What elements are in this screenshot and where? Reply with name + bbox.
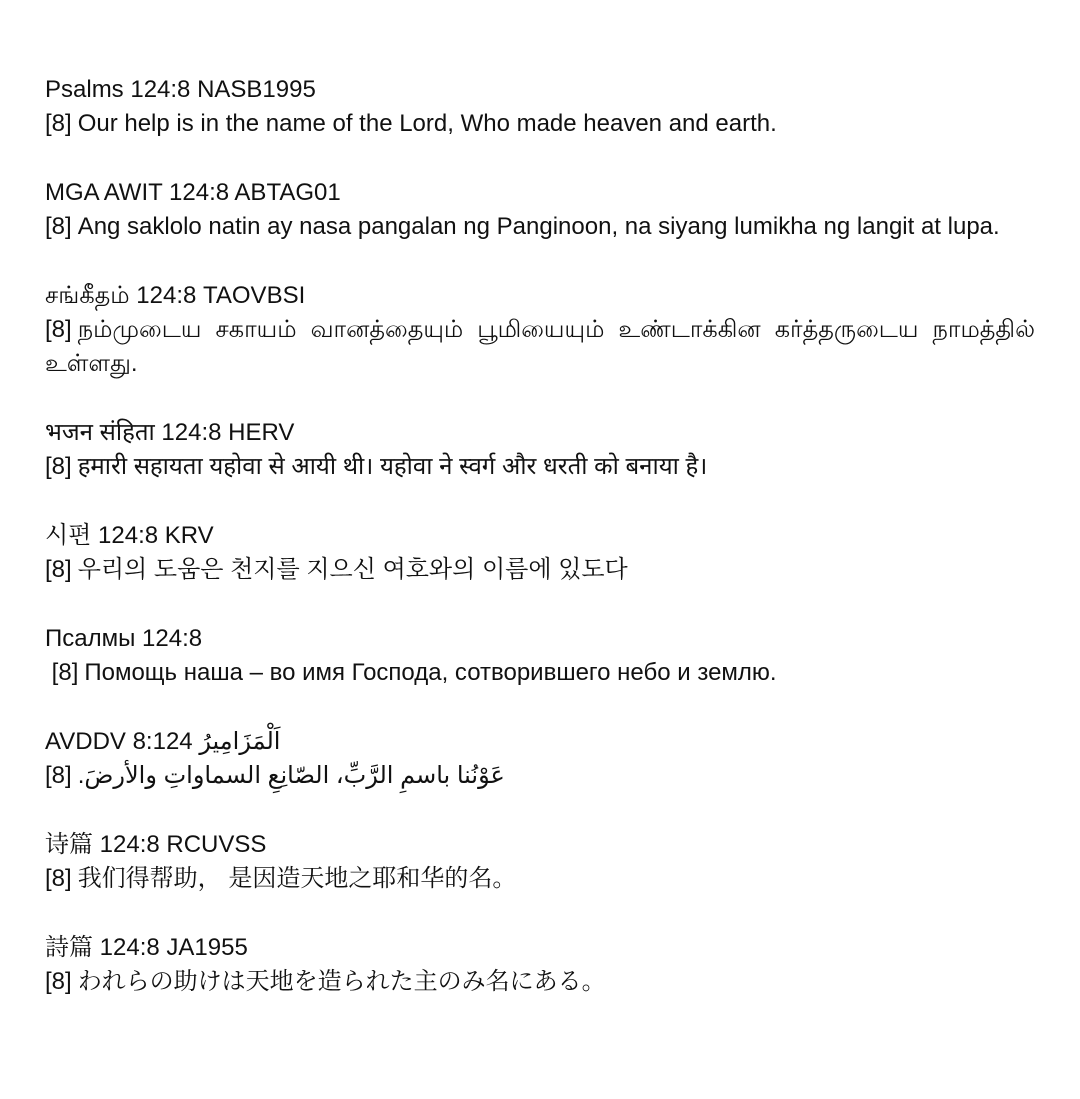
verse-reference — [45, 725, 1035, 759]
verse-entry-herv — [45, 416, 1035, 484]
verse-text: われらの助けは天地を造られた主のみ名にある。 — [77, 968, 606, 995]
verse-reference-prefix: AVDDV 8:124 — [45, 728, 193, 755]
verse-text-line — [45, 965, 1035, 999]
verse-text: Помощь наша – во имя Господа, сотворившего небо и землю. — [84, 659, 777, 686]
verse-number: [8] — [45, 453, 72, 480]
verse-document — [45, 73, 1035, 1034]
verse-reference: 诗篇 124:8 RCUVSS — [45, 831, 267, 858]
verse-entry-krv — [45, 519, 1035, 587]
verse-entry-russian — [45, 622, 1035, 690]
verse-entry-ja1955 — [45, 931, 1035, 999]
verse-reference: Psalms 124:8 NASB1995 — [45, 76, 316, 103]
verse-text: Our help is in the name of the Lord, Who made heaven and earth. — [77, 110, 777, 137]
verse-reference: भजन संहिता 124:8 HERV — [45, 419, 295, 446]
verse-number: [8] — [45, 762, 72, 789]
verse-text: عَوْنُنا باسمِ الرَّبِّ، الصّانِعِ السماواتِ والأرضَ. — [77, 762, 505, 789]
verse-number: [8] — [51, 659, 79, 686]
verse-reference: MGA AWIT 124:8 ABTAG01 — [45, 179, 341, 206]
verse-text: 우리의 도움은 천지를 지으신 여호와의 이름에 있도다 — [77, 556, 628, 583]
verse-entry-abtag — [45, 176, 1035, 244]
verse-entry-avddv — [45, 725, 1035, 793]
verse-number: [8] — [45, 968, 72, 995]
verse-reference: சங்கீதம் 124:8 TAOVBSI — [45, 282, 306, 309]
verse-text-line — [45, 107, 1035, 141]
verse-reference-arabic: اَلْمَزَامِيرُ — [199, 728, 281, 755]
verse-number: [8] — [45, 110, 72, 137]
verse-text: 我们得帮助， 是因造天地之耶和华的名。 — [77, 865, 517, 892]
verse-entry-taovbsi — [45, 279, 1035, 381]
verse-entry-rcuvss — [45, 828, 1035, 896]
verse-text: நம்முடைய சகாயம் வானத்தையும் பூமியையும் உண்டாக்கின கர்த்தருடைய நாமத்தில் உள்ளது. — [45, 316, 1035, 377]
verse-reference: Псалмы 124:8 — [45, 625, 203, 652]
verse-text-line — [45, 862, 1035, 896]
verse-number: [8] — [45, 556, 72, 583]
verse-text-line — [45, 656, 1035, 690]
verse-reference: 詩篇 124:8 JA1955 — [45, 934, 248, 961]
verse-text-line — [45, 313, 1035, 381]
verse-entry-nasb — [45, 73, 1035, 141]
verse-text-line — [45, 450, 1035, 484]
verse-text-line — [45, 553, 1035, 587]
verse-number: [8] — [45, 213, 72, 240]
verse-text: हमारी सहायता यहोवा से आयी थी। यहोवा ने स्वर्ग और धरती को बनाया है। — [77, 453, 708, 480]
verse-text: Ang saklolo natin ay nasa pangalan ng Panginoon, na siyang lumikha ng langit at lupa. — [77, 213, 1000, 240]
verse-text-line — [45, 210, 1035, 244]
verse-number: [8] — [45, 865, 72, 892]
verse-reference: 시편 124:8 KRV — [45, 522, 214, 549]
verse-number: [8] — [45, 316, 72, 343]
verse-text-line — [45, 759, 1035, 793]
